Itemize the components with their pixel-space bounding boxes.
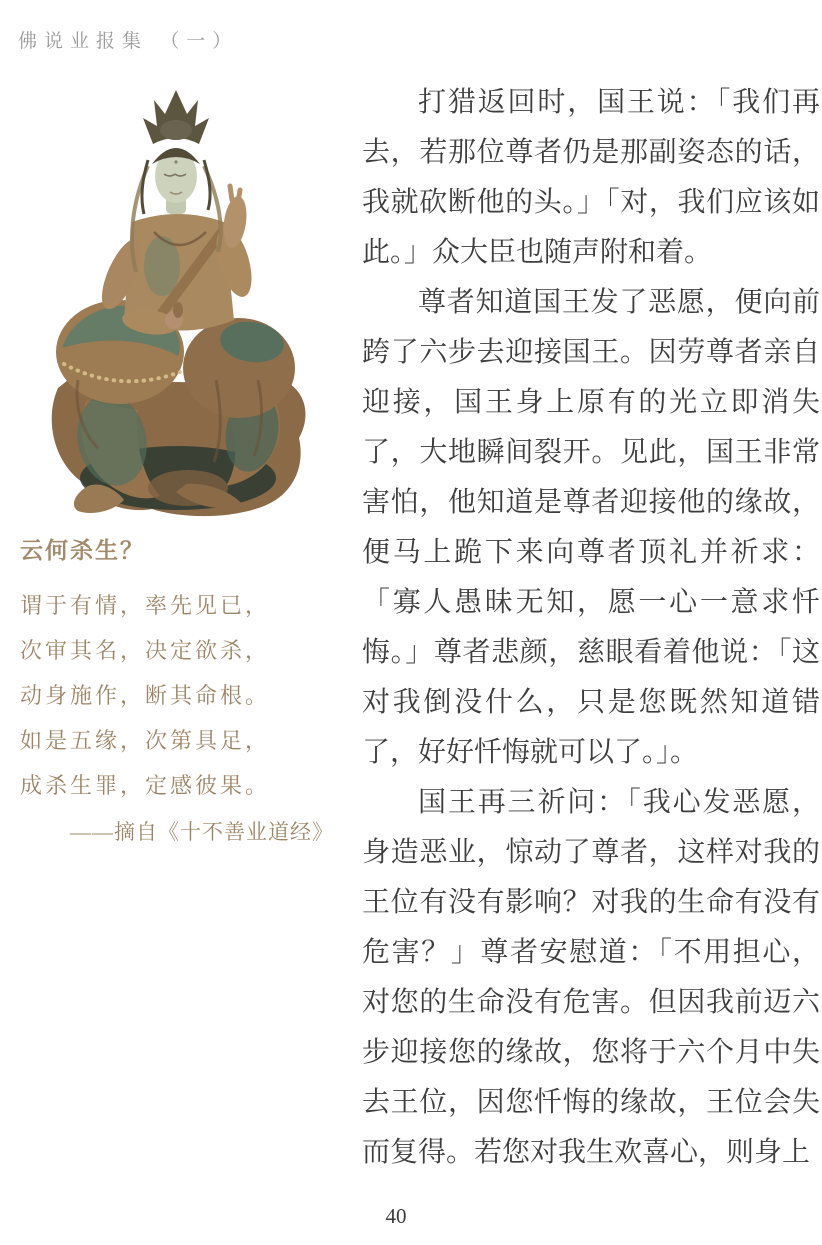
poem-line: 谓于有情，率先见已， <box>20 593 271 618</box>
body-paragraph: 尊者知道国王发了恶愿，便向前跨了六步去迎接国王。因劳尊者亲自迎接，国王身上原有的光立即消失了，大地瞬间裂开。见此，国王非常害怕，他知道是尊者迎接他的缘故，便马上跪下来向尊者顶礼并祈求：「寡人愚昧无知，愿一心一意求忏悔。」尊者悲颜，慈眼看着他说：「这对我倒没什么，只是您既然知道错了，好好忏悔就可以了。」。 <box>362 287 820 768</box>
poem-title: 云何杀生？ <box>20 537 145 563</box>
running-head: 佛说业报集 （一） <box>18 31 239 52</box>
poem-line: 如是五缘，次第具足， <box>20 728 271 753</box>
page-number: 40 <box>385 1204 407 1228</box>
poem-source: ——摘自《十不善业道经》 <box>70 820 334 844</box>
main-text-column <box>362 78 820 1178</box>
poem-line: 成杀生罪，定感彼果。 <box>20 773 271 798</box>
body-paragraph: 国王再三祈问：「我心发恶愿，身造恶业，惊动了尊者，这样对我的王位有没有影响？对我的生命有没有危害？」尊者安慰道：「不用担心，对您的生命没有危害。但因我前迈六步迎接您的缘故，您将于六个月中失去王位，因您忏悔的缘故，王位会失而复得。若您对我生欢喜心，则身上 <box>362 787 820 1168</box>
statue-figure <box>26 80 336 522</box>
body-paragraph: 打猎返回时，国王说：「我们再去，若那位尊者仍是那副姿态的话，我就砍断他的头。」「对，我们应该如此。」众大臣也随声附和着。 <box>362 87 820 268</box>
poem-line: 动身施作，断其命根。 <box>20 683 271 708</box>
seated-bodhisattva-statue-image <box>26 80 336 522</box>
poem-line: 次审其名，决定欲杀， <box>20 638 271 663</box>
poem-block <box>20 532 334 852</box>
